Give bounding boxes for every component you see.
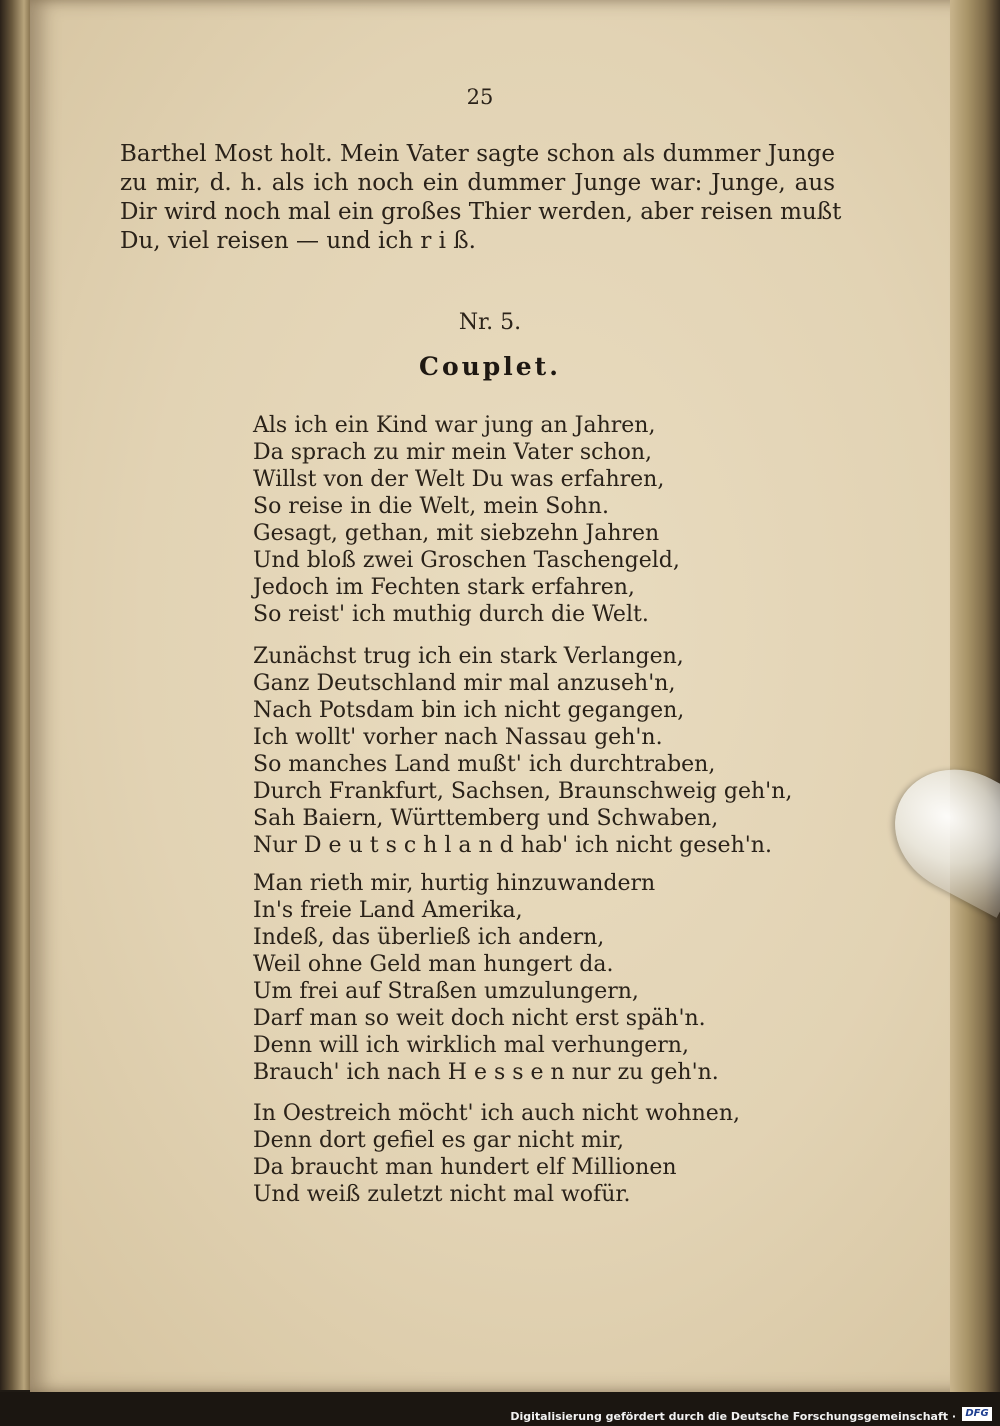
page-number: 25 bbox=[466, 85, 494, 109]
verse-line: In Oestreich möcht' ich auch nicht wohnen, bbox=[253, 1101, 740, 1126]
section-number: Nr. 5. bbox=[458, 310, 522, 335]
verse-line: Als ich ein Kind war jung an Jahren, bbox=[253, 413, 656, 438]
page-right-edge bbox=[950, 0, 1000, 1392]
stanza-1 bbox=[253, 412, 813, 628]
verse-line: Und weiß zuletzt nicht mal wofür. bbox=[253, 1182, 631, 1207]
digitization-credit: Digitalisierung gefördert durch die Deutsche Forschungsgemeinschaft · bbox=[510, 1410, 956, 1423]
verse-line: Um frei auf Straßen umzulungern, bbox=[253, 979, 639, 1004]
prose-paragraph bbox=[120, 140, 842, 256]
prose-line: Dir wird noch mal ein großes Thier werden, aber reisen mußt bbox=[120, 199, 842, 225]
verse-line: Denn will ich wirklich mal verhungern, bbox=[253, 1033, 689, 1058]
verse-line: Weil ohne Geld man hungert da. bbox=[253, 952, 614, 977]
verse-line: Und bloß zwei Groschen Taschengeld, bbox=[253, 548, 680, 573]
section-title: Couplet. bbox=[419, 352, 561, 381]
verse-line: So reise in die Welt, mein Sohn. bbox=[253, 494, 609, 519]
verse-line: Da braucht man hundert elf Millionen bbox=[253, 1155, 677, 1180]
verse-line: So reist' ich muthig durch die Welt. bbox=[253, 602, 649, 627]
prose-line: Barthel Most holt. Mein Vater sagte schon als dummer Junge bbox=[120, 141, 835, 167]
verse-line: Ich wollt' vorher nach Nassau geh'n. bbox=[253, 725, 663, 750]
verse-line: Zunächst trug ich ein stark Verlangen, bbox=[253, 644, 684, 669]
verse-line: Denn dort gefiel es gar nicht mir, bbox=[253, 1128, 625, 1153]
verse-line: Da sprach zu mir mein Vater schon, bbox=[253, 440, 653, 465]
verse-line: Nur D e u t s c h l a n d hab' ich nicht geseh'n. bbox=[253, 833, 772, 858]
verse-line: Durch Frankfurt, Sachsen, Braunschweig geh'n, bbox=[253, 779, 793, 804]
verse-line: Brauch' ich nach H e s s e n nur zu geh'n. bbox=[253, 1060, 719, 1085]
verse-line: So manches Land mußt' ich durchtraben, bbox=[253, 752, 716, 777]
prose-line: Du, viel reisen — und ich r i ß. bbox=[120, 228, 476, 254]
verse-line: Darf man so weit doch nicht erst späh'n. bbox=[253, 1006, 706, 1031]
verse-line: Nach Potsdam bin ich nicht gegangen, bbox=[253, 698, 685, 723]
left-page-edge bbox=[0, 0, 30, 1390]
verse-line: Jedoch im Fechten stark erfahren, bbox=[253, 575, 635, 600]
verse-line: Willst von der Welt Du was erfahren, bbox=[253, 467, 665, 492]
verse-line: Indeß, das überließ ich andern, bbox=[253, 925, 605, 950]
stanza-4 bbox=[253, 1100, 813, 1208]
prose-line: zu mir, d. h. als ich noch ein dummer Junge war: Junge, aus bbox=[120, 170, 835, 196]
verse-line: Man rieth mir, hurtig hinzuwandern bbox=[253, 871, 656, 896]
verse-line: Gesagt, gethan, mit siebzehn Jahren bbox=[253, 521, 660, 546]
verse-line: Ganz Deutschland mir mal anzuseh'n, bbox=[253, 671, 676, 696]
dfg-logo: DFG bbox=[962, 1407, 992, 1421]
verse-line: Sah Baiern, Württemberg und Schwaben, bbox=[253, 806, 719, 831]
stanza-3 bbox=[253, 870, 813, 1086]
verse-line: In's freie Land Amerika, bbox=[253, 898, 523, 923]
stanza-2 bbox=[253, 643, 813, 859]
